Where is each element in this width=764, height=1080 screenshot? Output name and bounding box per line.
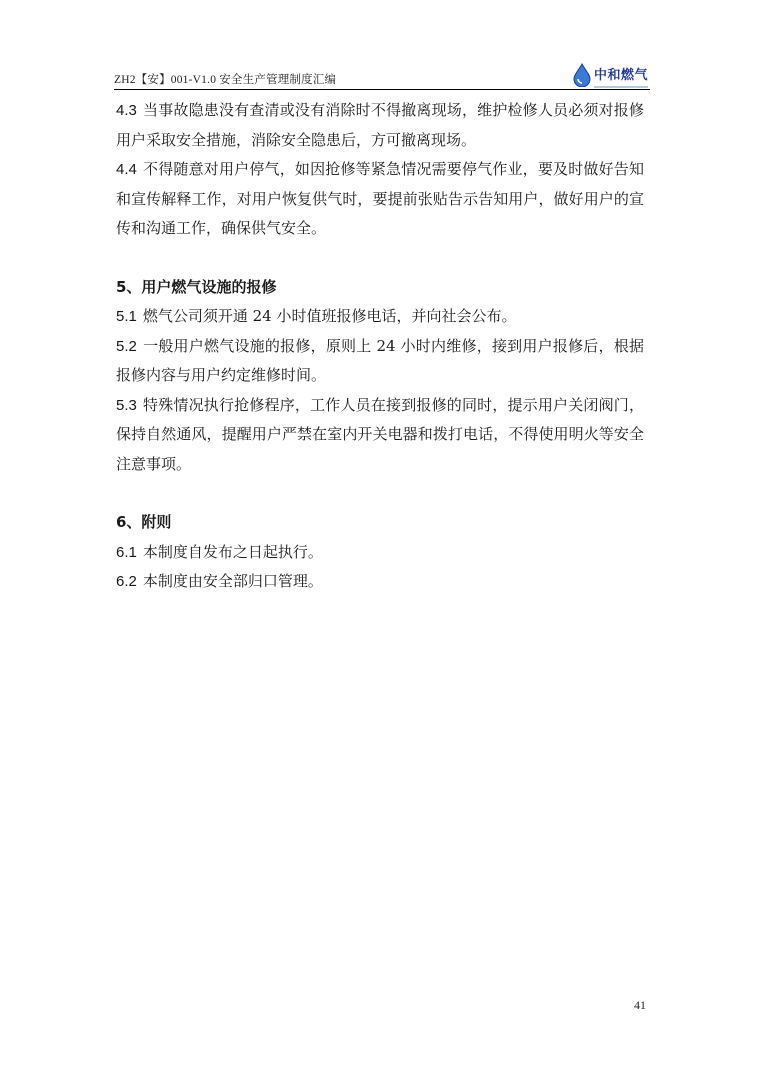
document-body: [116, 96, 644, 597]
clause-text: 特殊情况执行抢修程序，工作人员在接到报修的同时，提示用户关闭阀门，保持自然通风，提醒用户严禁在室内开关电器和拨打电话，不得使用明火等安全注意事项。: [116, 395, 644, 473]
clause-text: 当事故隐患没有查清或没有消除时不得撤离现场，维护检修人员必须对报修用户采取安全措施，消除安全隐患后，方可撤离现场。: [116, 101, 644, 149]
company-logo: [572, 62, 648, 88]
page-number: 41: [634, 998, 646, 1012]
spacer: [116, 244, 644, 273]
clause-5-1: [116, 302, 644, 332]
clause-text: 不得随意对用户停气，如因抢修等紧急情况需要停气作业，要及时做好告知和宣传解释工作，对用户恢复供气时，要提前张贴告示告知用户，做好用户的宣传和沟通工作，确保供气安全。: [116, 160, 644, 237]
document-title: ZH2【安】001-V1.0 安全生产管理制度汇编: [114, 74, 337, 86]
water-drop-icon: [572, 63, 592, 87]
clause-number: 4.4: [116, 161, 137, 178]
clause-number: 6.2: [116, 573, 137, 590]
clause-text: 一般用户燃气设施的报修，原则上 24 小时内维修，接到用户报修后，根据报修内容与用户约定维修时间。: [116, 336, 644, 384]
clause-4-4: [116, 155, 644, 244]
clause-number: 4.3: [116, 102, 137, 119]
section-6-title: 6、附则: [116, 513, 172, 531]
clause-4-3: [116, 96, 644, 155]
clause-number: 5.3: [116, 396, 137, 414]
clause-text: 本制度自发布之日起执行。: [142, 542, 323, 561]
clause-number: 5.1: [116, 308, 137, 325]
logo-underline: [594, 86, 648, 88]
clause-text: 本制度由安全部归口管理。: [142, 572, 323, 590]
page-header: [114, 62, 650, 90]
logo-text: 中和燃气: [593, 67, 648, 83]
clause-text: 燃气公司须开通 24 小时值班报修电话，并向社会公布。: [142, 307, 517, 325]
clause-6-1: [116, 538, 644, 568]
clause-6-2: [116, 567, 644, 597]
clause-number: 5.2: [116, 337, 137, 355]
clause-number: 6.1: [116, 543, 137, 561]
spacer: [116, 479, 644, 508]
clause-5-2: [116, 332, 644, 391]
clause-5-3: [116, 391, 644, 480]
section-5-title: 5、用户燃气设施的报修: [116, 277, 277, 296]
